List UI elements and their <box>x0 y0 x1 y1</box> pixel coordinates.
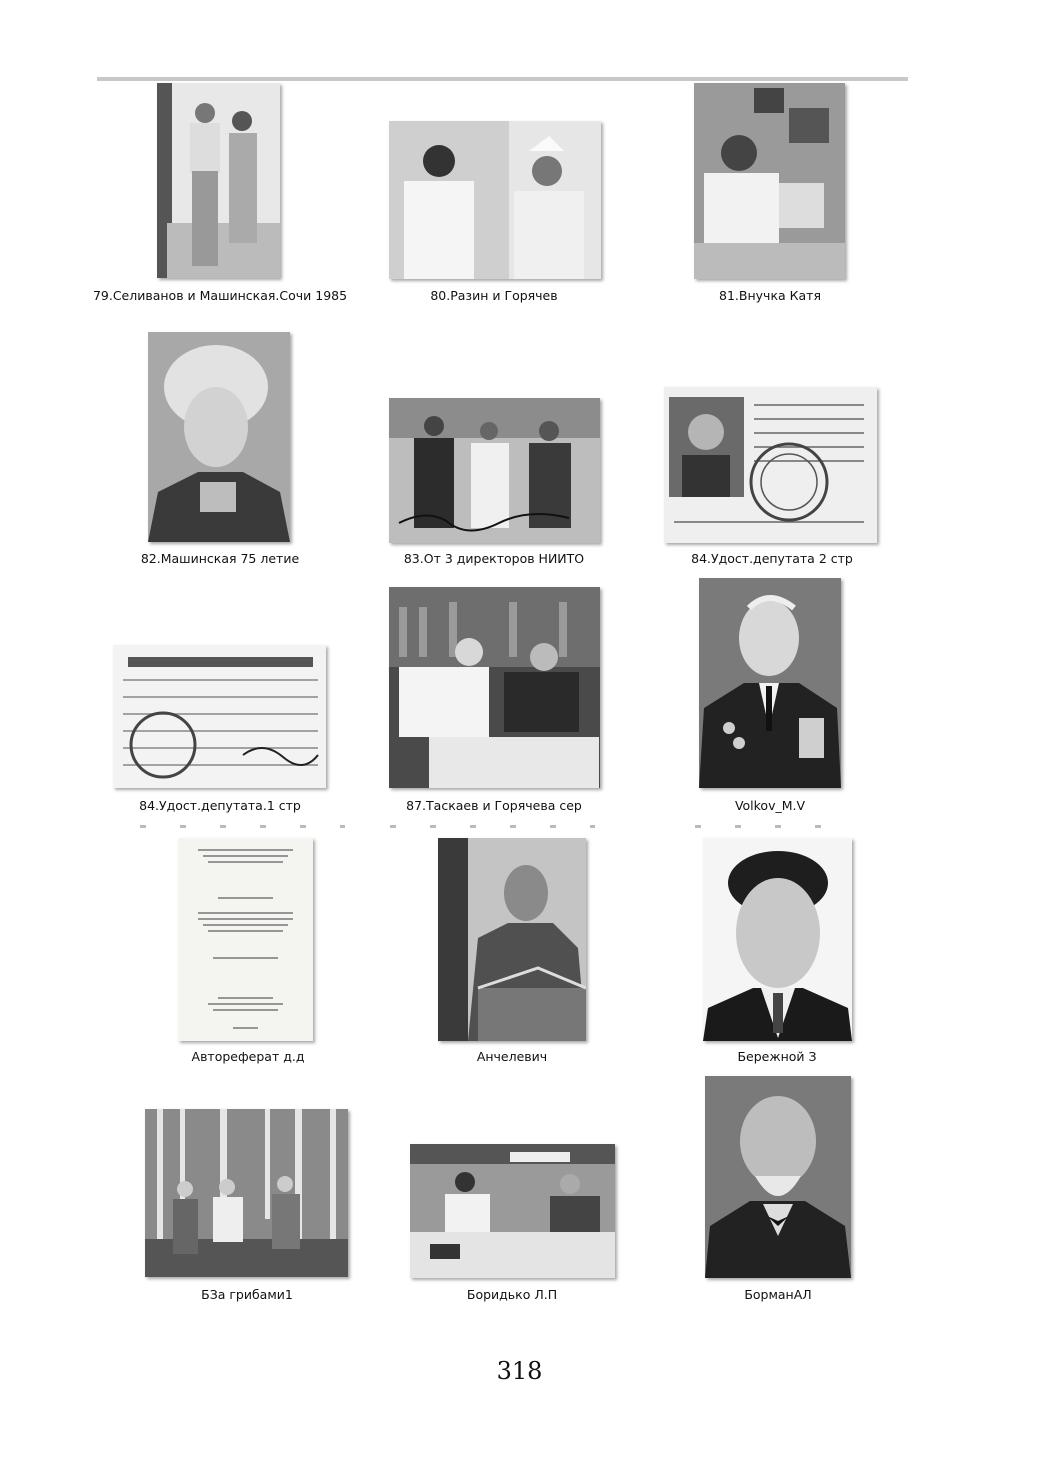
caption-87: 87.Таскаев и Горячева сер <box>406 798 582 813</box>
photo-80-razin-goryachev[interactable] <box>389 121 601 279</box>
photo-84-deputy-id-page1[interactable] <box>113 645 326 788</box>
photo-84-deputy-id-page2[interactable] <box>664 387 877 543</box>
cut-off-text-row <box>695 825 845 828</box>
photo-82-mashinskaya-75[interactable] <box>148 332 290 542</box>
photo-87-taskaev-goryacheva[interactable] <box>389 587 600 788</box>
caption-berezhnoy: Бережной З <box>737 1049 817 1064</box>
photo-avtoreferat-document[interactable] <box>178 838 313 1041</box>
top-rule <box>97 77 908 81</box>
caption-boridko: Боридько Л.П <box>466 1287 558 1302</box>
caption-84-page1: 84.Удост.депутата.1 стр <box>139 798 301 813</box>
photo-boridko[interactable] <box>410 1144 615 1278</box>
photo-anchelevich[interactable] <box>438 838 586 1041</box>
caption-anchelevich: Анчелевич <box>476 1049 548 1064</box>
photo-borman[interactable] <box>705 1076 851 1278</box>
photo-bzagribami[interactable] <box>145 1109 348 1277</box>
caption-bzagribami: БЗа грибами1 <box>201 1287 293 1302</box>
caption-82: 82.Машинская 75 летие <box>140 551 300 566</box>
cut-off-text-row <box>140 825 345 828</box>
caption-83: 83.От 3 директоров НИИТО <box>403 551 585 566</box>
caption-borman: БорманАЛ <box>744 1287 812 1302</box>
photo-81-vnuchka-katya[interactable] <box>694 83 845 279</box>
cut-off-text-row <box>390 825 595 828</box>
caption-79: 79.Селиванов и Машинская.Сочи 1985 <box>92 288 348 303</box>
photo-79-selivanov-mashinskaya[interactable] <box>157 83 280 278</box>
caption-avtoreferat: Автореферат д.д <box>191 1049 305 1064</box>
photo-berezhnoy[interactable] <box>703 838 852 1041</box>
photo-83-3-directors[interactable] <box>389 398 600 543</box>
photo-volkov[interactable] <box>699 578 841 788</box>
caption-81: 81.Внучка Катя <box>719 288 821 303</box>
caption-84-page2: 84.Удост.депутата 2 стр <box>691 551 853 566</box>
caption-volkov: Volkov_M.V <box>734 798 806 813</box>
page-number: 318 <box>496 1357 543 1385</box>
caption-80: 80.Разин и Горячев <box>430 288 558 303</box>
